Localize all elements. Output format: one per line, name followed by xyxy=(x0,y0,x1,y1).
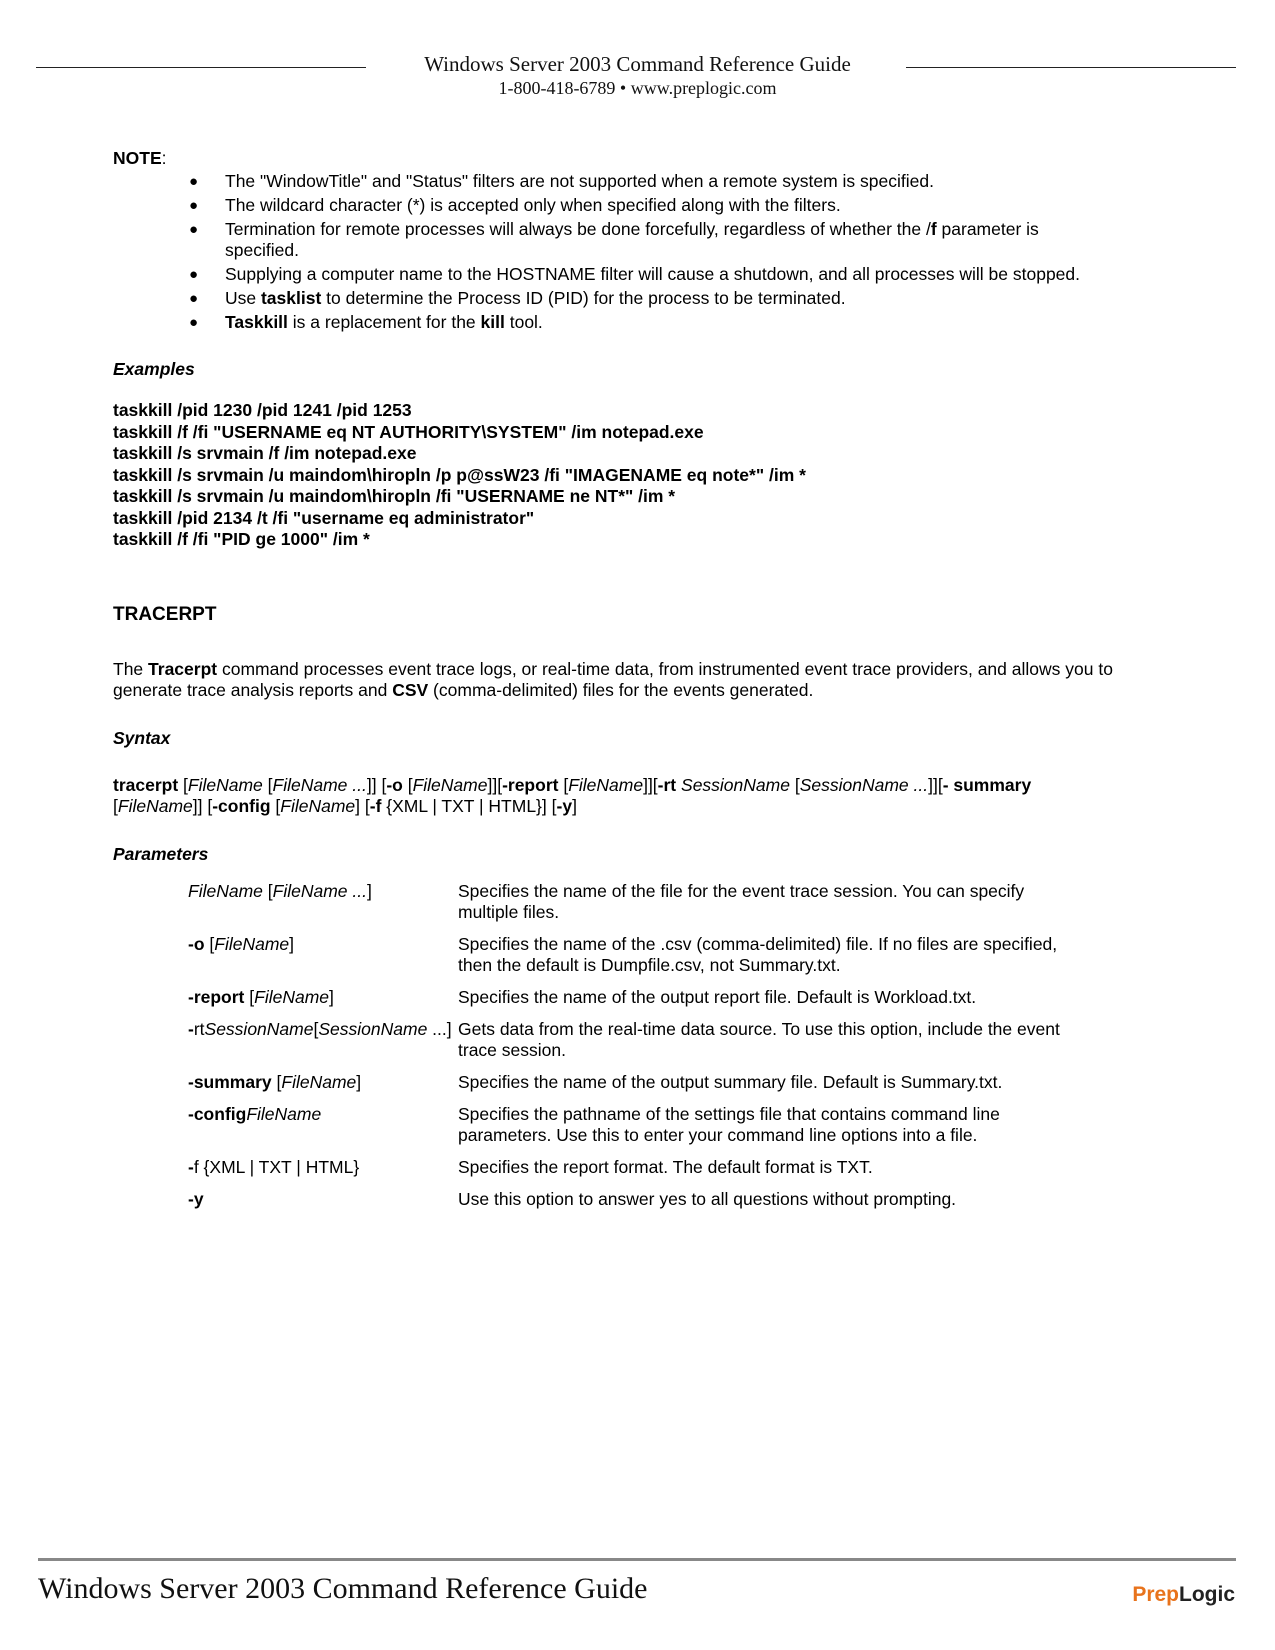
parameter-name: -configFileName xyxy=(188,1103,322,1124)
parameter-name: -report [FileName] xyxy=(188,986,334,1007)
parameter-description: Specifies the name of the output report file. Default is Workload.txt. xyxy=(458,986,977,1007)
bullet-icon: ● xyxy=(189,290,199,307)
parameter-row xyxy=(188,1104,1113,1146)
parameter-description: Gets data from the real-time data source. To use this option, include the event trace session. xyxy=(458,1018,1060,1060)
note-item: ● Use tasklist to determine the Process ID (PID) for the process to be terminated. xyxy=(189,288,846,308)
example-line: taskkill /s srvmain /f /im notepad.exe xyxy=(113,443,417,463)
note-item: ● Supplying a computer name to the HOSTNAME filter will cause a shutdown, and all processes will be stopped. xyxy=(189,264,1081,284)
parameter-row xyxy=(188,1157,1113,1178)
note-heading: NOTE: xyxy=(113,148,167,168)
parameter-name: -y xyxy=(188,1188,204,1209)
parameter-row xyxy=(188,934,1113,976)
note-list xyxy=(113,171,1113,333)
parameter-name: -f {XML | TXT | HTML} xyxy=(188,1156,360,1177)
parameter-name: -rtSessionName[SessionName ...] xyxy=(188,1018,452,1039)
document-body xyxy=(113,148,1113,1221)
header-contact: 1-800-418-6789 • www.preplogic.com xyxy=(498,78,777,98)
footer-title: Windows Server 2003 Command Reference Guide xyxy=(38,1572,648,1605)
examples-block xyxy=(113,400,1113,551)
example-line: taskkill /f /fi "PID ge 1000" /im * xyxy=(113,529,370,549)
tracerpt-title: TRACERPT xyxy=(113,603,217,625)
parameter-name: -o [FileName] xyxy=(188,933,295,954)
parameter-description: Specifies the name of the .csv (comma-delimited) file. If no files are specified, then the default is Dumpfile.csv, not Summary.txt. xyxy=(458,933,1058,975)
example-line: taskkill /pid 1230 /pid 1241 /pid 1253 xyxy=(113,400,412,420)
note-item: ● The wildcard character (*) is accepted only when specified along with the filters. xyxy=(189,195,841,215)
bullet-icon: ● xyxy=(189,314,199,331)
parameter-description: Specifies the name of the file for the event trace session. You can specify multiple files. xyxy=(458,880,1025,922)
parameter-row xyxy=(188,1189,1113,1210)
parameter-row xyxy=(188,1072,1113,1093)
example-line: taskkill /s srvmain /u maindom\hiropln /fi "USERNAME ne NT*" /im * xyxy=(113,486,676,506)
bullet-icon: ● xyxy=(189,266,199,283)
parameters-heading: Parameters xyxy=(113,843,209,864)
note-item: ● Termination for remote processes will always be done forcefully, regardless of whether the /f parameter is specified. xyxy=(189,219,1039,260)
tracerpt-intro: The Tracerpt command processes event trace logs, or real-time data, from instrumented event trace providers, and allows you to generate trace analysis reports and CSV (comma-delimited) files for the events generated. xyxy=(113,658,1113,700)
parameter-name: -summary [FileName] xyxy=(188,1071,362,1092)
example-line: taskkill /pid 2134 /t /fi "username eq administrator" xyxy=(113,507,535,528)
parameter-description: Specifies the pathname of the settings file that contains command line parameters. Use this to enter your command line options into a file. xyxy=(458,1103,1000,1145)
note-item: ● Taskkill is a replacement for the kill tool. xyxy=(189,312,543,332)
example-line: taskkill /f /fi "USERNAME eq NT AUTHORITY\SYSTEM" /im notepad.exe xyxy=(113,421,704,442)
parameter-row xyxy=(188,987,1113,1008)
syntax-block: tracerpt [FileName [FileName ...]] [-o [FileName]][-report [FileName]][-rt SessionName [SessionName ...]][- summary [FileName]] [-config [FileName] [-f {XML | TXT | HTML}] [-y] xyxy=(113,774,1032,816)
parameter-row xyxy=(188,881,1113,923)
examples-heading: Examples xyxy=(113,359,195,379)
parameter-name: FileName [FileName ...] xyxy=(188,880,372,901)
parameters-table xyxy=(188,881,1113,1210)
parameter-row xyxy=(188,1019,1113,1061)
bullet-icon: ● xyxy=(189,221,199,238)
parameter-description: Use this option to answer yes to all questions without prompting. xyxy=(458,1188,957,1209)
header-title: Windows Server 2003 Command Reference Guide xyxy=(0,52,1275,77)
parameter-description: Specifies the report format. The default format is TXT. xyxy=(458,1156,873,1177)
footer-rule xyxy=(38,1558,1236,1561)
syntax-heading: Syntax xyxy=(113,727,171,748)
bullet-icon: ● xyxy=(189,197,199,214)
parameter-description: Specifies the name of the output summary file. Default is Summary.txt. xyxy=(458,1071,1003,1092)
note-item: ● The "WindowTitle" and "Status" filters are not supported when a remote system is specified. xyxy=(189,171,934,191)
bullet-icon: ● xyxy=(189,173,199,190)
preplogic-logo: PrepLogic xyxy=(1132,1583,1235,1606)
example-line: taskkill /s srvmain /u maindom\hiropln /p p@ssW23 /fi "IMAGENAME eq note*" /im * xyxy=(113,464,806,485)
